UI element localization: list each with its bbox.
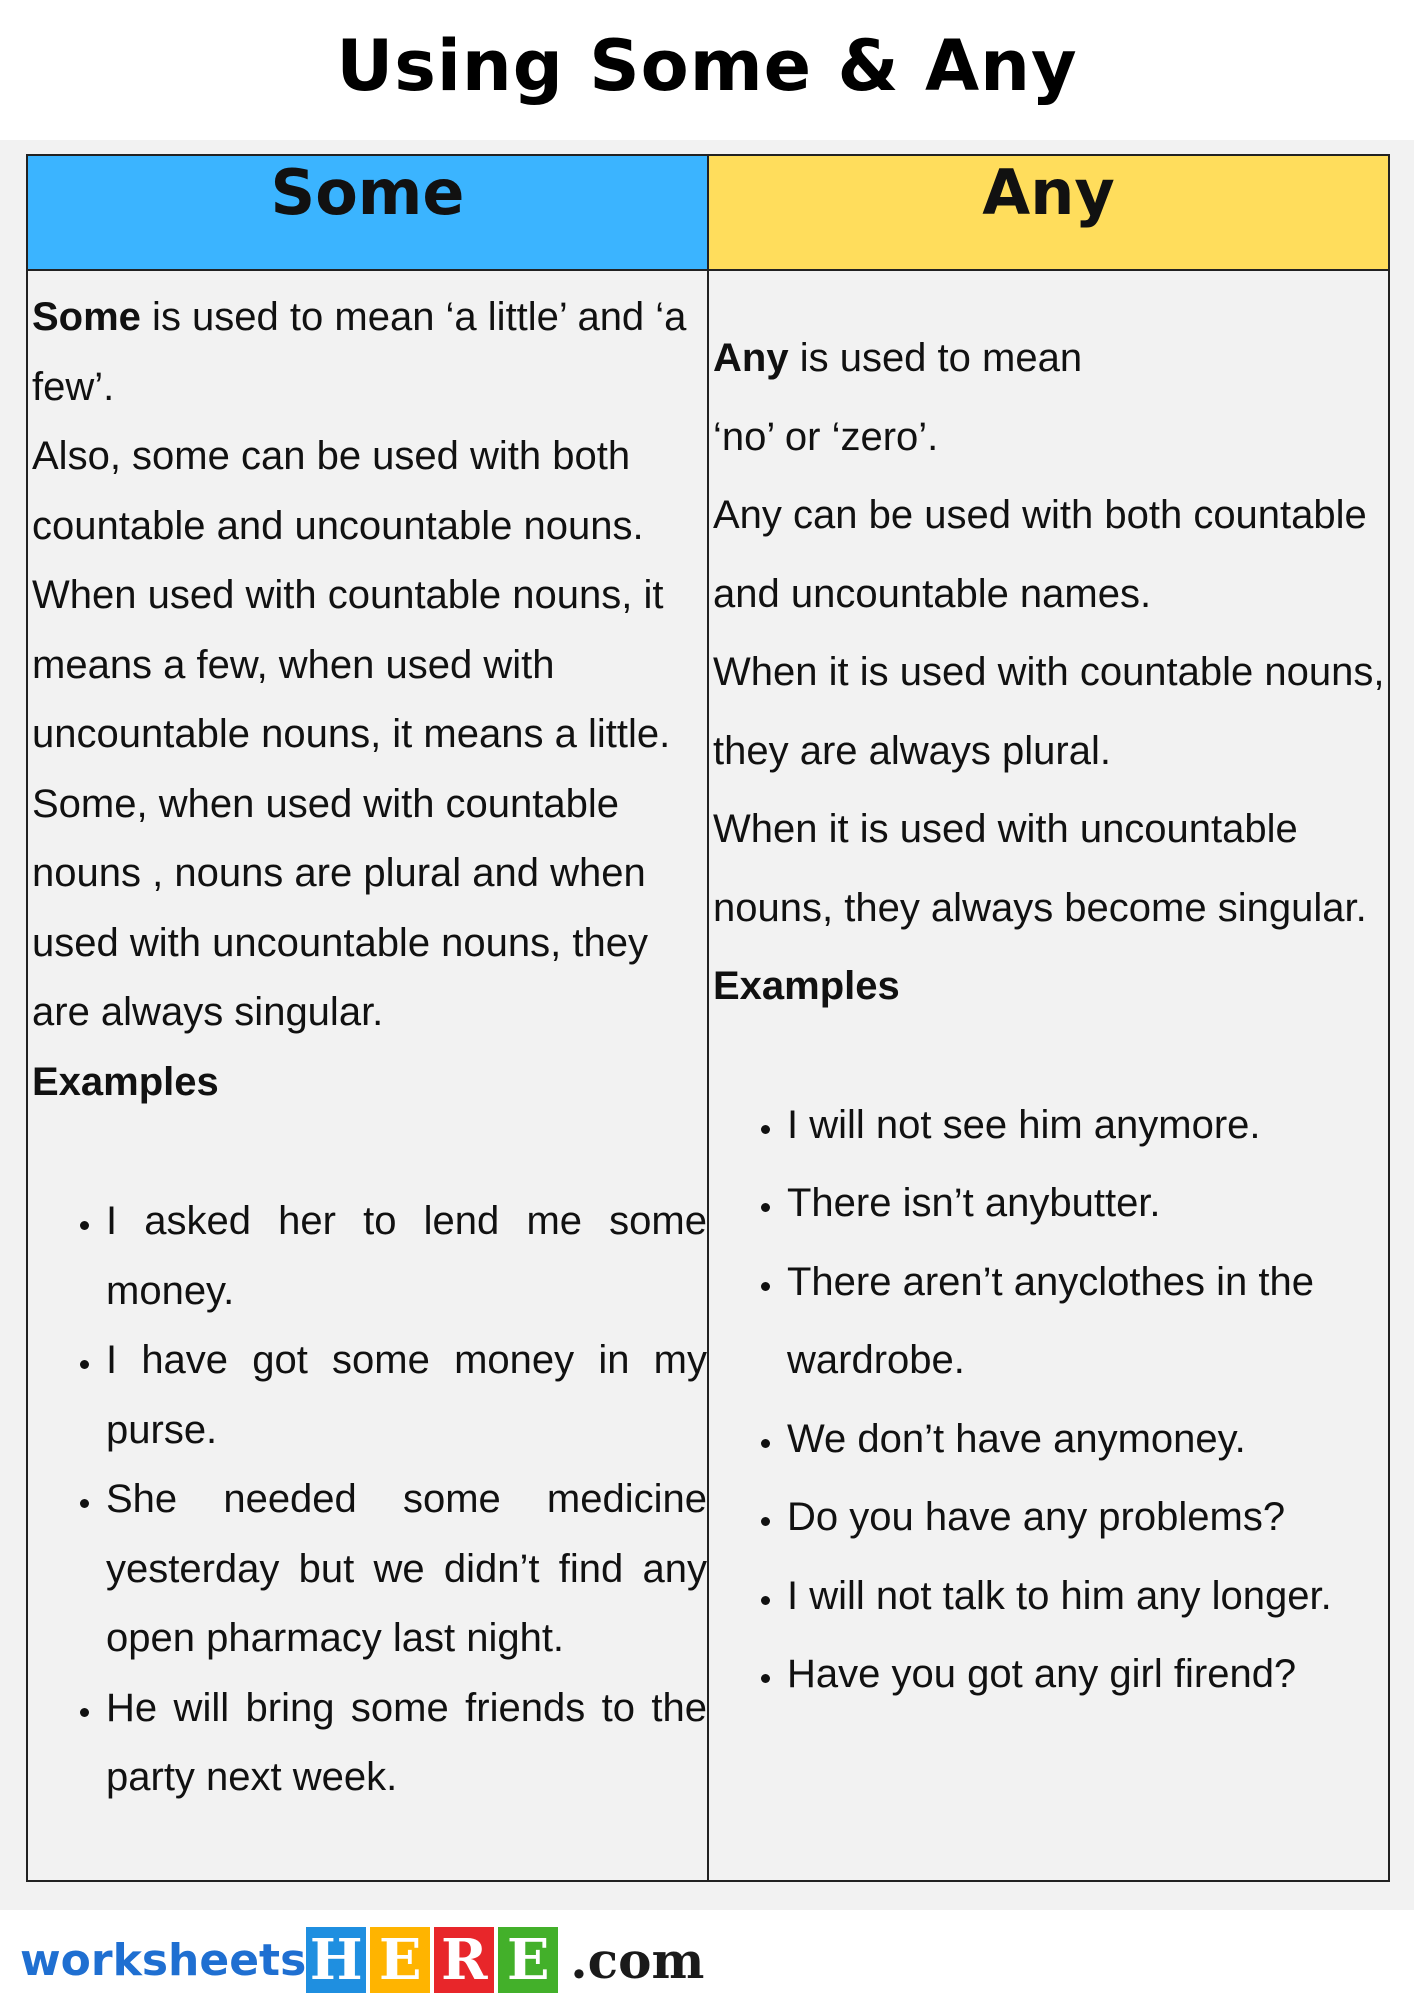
some-examples-label bbox=[32, 1048, 707, 1118]
any-intro-text-2: ‘no’ or ‘zero’. bbox=[713, 414, 939, 459]
comparison-table bbox=[26, 154, 1390, 1882]
list-item: • There aren’t anyclothes in the wardrobe. bbox=[785, 1243, 1388, 1400]
list-item: • There isn’t anybutter. bbox=[785, 1164, 1388, 1243]
header-row bbox=[27, 155, 1389, 270]
list-item: • Do you have any problems? bbox=[785, 1478, 1388, 1557]
brand-prefix: worksheets bbox=[20, 1934, 307, 1986]
some-intro-text: is used to mean ‘a little’ and ‘a few’. bbox=[32, 295, 687, 409]
any-para-2: When it is used with countable nouns, they are always plural. bbox=[713, 650, 1385, 773]
some-column bbox=[27, 270, 708, 1881]
list-item: • I will not see him anymore. bbox=[785, 1086, 1388, 1165]
page-title: Using Some & Any bbox=[336, 25, 1078, 107]
list-item: • Have you got any girl firend? bbox=[785, 1635, 1388, 1714]
brand-letter-e: E bbox=[370, 1927, 430, 1993]
some-intro bbox=[32, 283, 707, 422]
list-item: • She needed some medicine yesterday but we didn’t find any open pharmacy last night. bbox=[104, 1465, 707, 1674]
list-item: • We don’t have anymoney. bbox=[785, 1400, 1388, 1479]
some-para-2: When used with countable nouns, it means a few, when used with uncountable nouns, it means a little. bbox=[32, 573, 671, 756]
footer bbox=[0, 1910, 1414, 2000]
content-row bbox=[27, 270, 1389, 1881]
title-band bbox=[0, 0, 1414, 140]
list-item: • I have got some money in my purse. bbox=[104, 1326, 707, 1465]
some-spacer bbox=[32, 1117, 707, 1187]
any-spacer bbox=[713, 1026, 1388, 1086]
any-intro bbox=[713, 319, 1388, 398]
any-intro-bold: Any bbox=[713, 336, 789, 380]
any-examples-label-text: Examples bbox=[713, 964, 900, 1008]
some-para-1: Also, some can be used with both countable and uncountable nouns. bbox=[32, 434, 644, 548]
any-column bbox=[708, 270, 1389, 1881]
list-item: • I asked her to lend me some money. bbox=[104, 1187, 707, 1326]
brand-letter-r: R bbox=[434, 1927, 494, 1993]
list-item: • He will bring some friends to the party next week. bbox=[104, 1674, 707, 1813]
any-examples-list bbox=[713, 1086, 1388, 1714]
some-intro-bold: Some bbox=[32, 295, 141, 339]
some-para-3: Some, when used with countable nouns , nouns are plural and when used with uncountable nouns, they are always singular. bbox=[32, 781, 648, 1034]
header-any: Any bbox=[708, 155, 1389, 270]
any-para-1: Any can be used with both countable and uncountable names. bbox=[713, 493, 1367, 616]
some-examples-list bbox=[32, 1187, 707, 1813]
any-para-3: When it is used with uncountable nouns, they always become singular. bbox=[713, 807, 1367, 930]
header-some: Some bbox=[27, 155, 708, 270]
some-examples-label-text: Examples bbox=[32, 1059, 219, 1104]
brand-logo[interactable] bbox=[20, 1927, 704, 1993]
list-item: • I will not talk to him any longer. bbox=[785, 1557, 1388, 1636]
brand-letter-h: H bbox=[306, 1927, 366, 1993]
any-intro-text-1: is used to mean bbox=[788, 336, 1083, 380]
any-examples-label bbox=[713, 947, 1388, 1026]
brand-suffix: .com bbox=[570, 1930, 705, 1990]
brand-letter-e2: E bbox=[498, 1927, 558, 1993]
